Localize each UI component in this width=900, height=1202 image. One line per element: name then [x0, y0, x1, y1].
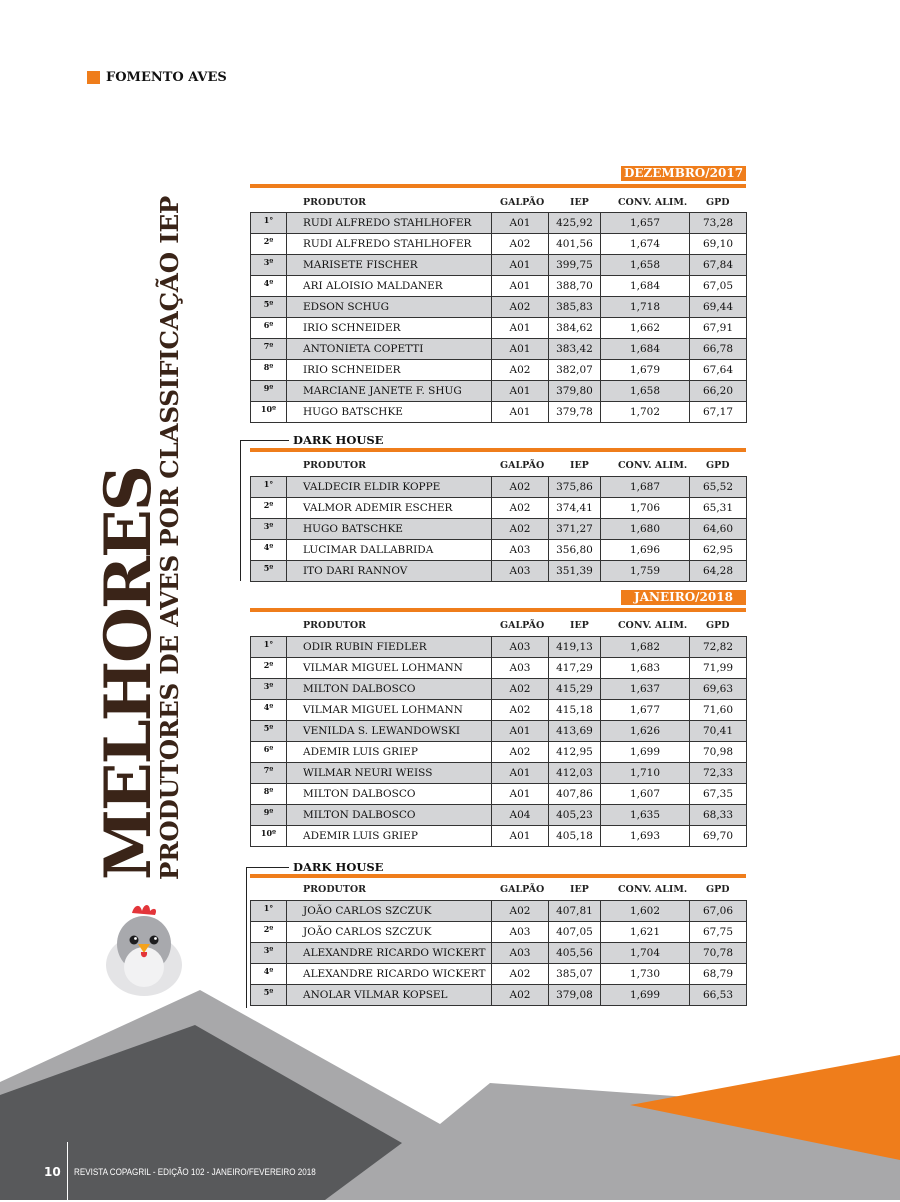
conv-alim-cell: 1,687	[601, 477, 690, 498]
gpd-cell: 64,28	[690, 561, 747, 582]
galpao-cell: A04	[492, 805, 549, 826]
gpd-cell: 67,64	[690, 360, 747, 381]
table-row	[251, 964, 747, 985]
iep-cell: 351,39	[549, 561, 601, 582]
produtor-cell: ALEXANDRE RICARDO WICKERT	[287, 943, 492, 964]
header-galpao: GALPÃO	[500, 460, 545, 471]
header-iep: IEP	[570, 620, 589, 631]
galpao-cell: A02	[492, 964, 549, 985]
table-row	[251, 402, 747, 423]
rank-cell: 1°	[251, 901, 287, 922]
table-row	[251, 679, 747, 700]
conv-alim-cell: 1,759	[601, 561, 690, 582]
header-conv: CONV. ALIM.	[618, 460, 688, 471]
page-number: 10	[44, 1165, 61, 1179]
gpd-cell: 71,60	[690, 700, 747, 721]
conv-alim-cell: 1,710	[601, 763, 690, 784]
iep-cell: 384,62	[549, 318, 601, 339]
table-row	[251, 498, 747, 519]
header-conv: CONV. ALIM.	[618, 620, 688, 631]
galpao-cell: A01	[492, 213, 549, 234]
footer-separator	[67, 1142, 68, 1202]
conv-alim-cell: 1,635	[601, 805, 690, 826]
divider-janeiro	[250, 608, 746, 612]
galpao-cell: A01	[492, 402, 549, 423]
gpd-cell: 66,20	[690, 381, 747, 402]
produtor-cell: MARCIANE JANETE F. SHUG	[287, 381, 492, 402]
gpd-cell: 67,35	[690, 784, 747, 805]
divider-dark-dezembro	[250, 448, 746, 452]
produtor-cell: VALMOR ADEMIR ESCHER	[287, 498, 492, 519]
table-row	[251, 255, 747, 276]
iep-cell: 405,18	[549, 826, 601, 847]
iep-cell: 419,13	[549, 637, 601, 658]
iep-cell: 379,80	[549, 381, 601, 402]
iep-cell: 407,86	[549, 784, 601, 805]
orange-square-icon	[87, 71, 100, 84]
gpd-cell: 70,78	[690, 943, 747, 964]
galpao-cell: A01	[492, 276, 549, 297]
iep-cell: 405,23	[549, 805, 601, 826]
iep-cell: 412,95	[549, 742, 601, 763]
gpd-cell: 62,95	[690, 540, 747, 561]
month-label-janeiro: JANEIRO/2018	[621, 590, 746, 605]
produtor-cell: VILMAR MIGUEL LOHMANN	[287, 700, 492, 721]
iep-cell: 383,42	[549, 339, 601, 360]
footer-text: REVISTA COPAGRIL - EDIÇÃO 102 - JANEIRO/FEVEREIRO 2018	[73, 1166, 316, 1178]
galpao-cell: A03	[492, 540, 549, 561]
header-iep: IEP	[570, 197, 589, 208]
galpao-cell: A03	[492, 637, 549, 658]
header-iep: IEP	[570, 884, 589, 895]
iep-cell: 379,08	[549, 985, 601, 1006]
conv-alim-cell: 1,684	[601, 276, 690, 297]
conv-alim-cell: 1,684	[601, 339, 690, 360]
table-row	[251, 637, 747, 658]
divider-dark-janeiro	[250, 874, 746, 878]
rank-cell: 4º	[251, 276, 287, 297]
rows-dark-dezembro	[251, 477, 747, 582]
divider-dezembro	[250, 184, 746, 188]
conv-alim-cell: 1,706	[601, 498, 690, 519]
table-header-dark-janeiro	[250, 883, 746, 897]
produtor-cell: WILMAR NEURI WEISS	[287, 763, 492, 784]
table-row	[251, 784, 747, 805]
conv-alim-cell: 1,602	[601, 901, 690, 922]
gpd-cell: 69,70	[690, 826, 747, 847]
rank-cell: 4º	[251, 964, 287, 985]
produtor-cell: ADEMIR LUIS GRIEP	[287, 742, 492, 763]
rank-cell: 2º	[251, 234, 287, 255]
rank-cell: 3º	[251, 943, 287, 964]
rank-cell: 6º	[251, 742, 287, 763]
iep-cell: 407,81	[549, 901, 601, 922]
table-header-dark-dezembro	[250, 459, 746, 473]
gpd-cell: 67,84	[690, 255, 747, 276]
table-row	[251, 943, 747, 964]
header-produtor: PRODUTOR	[303, 620, 367, 631]
iep-cell: 407,05	[549, 922, 601, 943]
iep-cell: 399,75	[549, 255, 601, 276]
iep-cell: 405,56	[549, 943, 601, 964]
rank-cell: 5º	[251, 297, 287, 318]
galpao-cell: A02	[492, 742, 549, 763]
dark-house-label-janeiro: DARK HOUSE	[293, 860, 384, 874]
iep-cell: 382,07	[549, 360, 601, 381]
galpao-cell: A02	[492, 360, 549, 381]
rank-cell: 3º	[251, 519, 287, 540]
rows-dark-janeiro	[251, 901, 747, 1006]
galpao-cell: A01	[492, 339, 549, 360]
rank-cell: 7º	[251, 339, 287, 360]
iep-cell: 412,03	[549, 763, 601, 784]
galpao-cell: A01	[492, 721, 549, 742]
produtor-cell: HUGO BATSCHKE	[287, 402, 492, 423]
rows-janeiro	[251, 637, 747, 847]
galpao-cell: A02	[492, 700, 549, 721]
table-row	[251, 339, 747, 360]
produtor-cell: ODIR RUBIN FIEDLER	[287, 637, 492, 658]
iep-cell: 415,29	[549, 679, 601, 700]
produtor-cell: IRIO SCHNEIDER	[287, 360, 492, 381]
produtor-cell: MILTON DALBOSCO	[287, 805, 492, 826]
header-produtor: PRODUTOR	[303, 197, 367, 208]
ranking-table-dark-dezembro	[250, 476, 747, 582]
conv-alim-cell: 1,683	[601, 658, 690, 679]
table-row	[251, 360, 747, 381]
rank-cell: 5º	[251, 721, 287, 742]
table-row	[251, 297, 747, 318]
table-row	[251, 658, 747, 679]
gpd-cell: 67,05	[690, 276, 747, 297]
conv-alim-cell: 1,702	[601, 402, 690, 423]
conv-alim-cell: 1,679	[601, 360, 690, 381]
produtor-cell: VENILDA S. LEWANDOWSKI	[287, 721, 492, 742]
produtor-cell: MILTON DALBOSCO	[287, 679, 492, 700]
ranking-table-janeiro	[250, 636, 747, 847]
galpao-cell: A02	[492, 498, 549, 519]
rank-cell: 4º	[251, 540, 287, 561]
rank-cell: 5º	[251, 561, 287, 582]
rank-cell: 1°	[251, 213, 287, 234]
galpao-cell: A02	[492, 901, 549, 922]
dark-house-label-dezembro: DARK HOUSE	[293, 433, 384, 447]
iep-cell: 401,56	[549, 234, 601, 255]
galpao-cell: A02	[492, 234, 549, 255]
produtor-cell: ITO DARI RANNOV	[287, 561, 492, 582]
rank-cell: 2º	[251, 498, 287, 519]
header-gpd: GPD	[706, 460, 730, 471]
iep-cell: 415,18	[549, 700, 601, 721]
gpd-cell: 70,41	[690, 721, 747, 742]
table-row	[251, 381, 747, 402]
table-row	[251, 805, 747, 826]
rank-cell: 2º	[251, 658, 287, 679]
table-row	[251, 477, 747, 498]
rank-cell: 3º	[251, 255, 287, 276]
iep-cell: 371,27	[549, 519, 601, 540]
vertical-title	[91, 195, 184, 880]
table-row	[251, 721, 747, 742]
gpd-cell: 65,52	[690, 477, 747, 498]
gpd-cell: 69,10	[690, 234, 747, 255]
table-header-janeiro	[250, 619, 746, 633]
header-iep: IEP	[570, 460, 589, 471]
iep-cell: 417,29	[549, 658, 601, 679]
conv-alim-cell: 1,682	[601, 637, 690, 658]
galpao-cell: A01	[492, 381, 549, 402]
table-row	[251, 742, 747, 763]
iep-cell: 375,86	[549, 477, 601, 498]
gpd-cell: 68,33	[690, 805, 747, 826]
table-row	[251, 318, 747, 339]
produtor-cell: IRIO SCHNEIDER	[287, 318, 492, 339]
table-row	[251, 234, 747, 255]
iep-cell: 356,80	[549, 540, 601, 561]
conv-alim-cell: 1,621	[601, 922, 690, 943]
galpao-cell: A01	[492, 763, 549, 784]
galpao-cell: A01	[492, 826, 549, 847]
header-gpd: GPD	[706, 884, 730, 895]
rank-cell: 10º	[251, 402, 287, 423]
gpd-cell: 70,98	[690, 742, 747, 763]
produtor-cell: MARISETE FISCHER	[287, 255, 492, 276]
rank-cell: 2º	[251, 922, 287, 943]
gpd-cell: 69,44	[690, 297, 747, 318]
header-produtor: PRODUTOR	[303, 460, 367, 471]
gpd-cell: 72,33	[690, 763, 747, 784]
iep-cell: 388,70	[549, 276, 601, 297]
header-produtor: PRODUTOR	[303, 884, 367, 895]
rank-cell: 7º	[251, 763, 287, 784]
conv-alim-cell: 1,680	[601, 519, 690, 540]
gpd-cell: 65,31	[690, 498, 747, 519]
iep-cell: 413,69	[549, 721, 601, 742]
header-gpd: GPD	[706, 197, 730, 208]
rank-cell: 9º	[251, 805, 287, 826]
iep-cell: 425,92	[549, 213, 601, 234]
table-row	[251, 540, 747, 561]
galpao-cell: A02	[492, 679, 549, 700]
table-row	[251, 213, 747, 234]
produtor-cell: VALDECIR ELDIR KOPPE	[287, 477, 492, 498]
galpao-cell: A03	[492, 943, 549, 964]
galpao-cell: A01	[492, 784, 549, 805]
header-conv: CONV. ALIM.	[618, 197, 688, 208]
gpd-cell: 71,99	[690, 658, 747, 679]
gpd-cell: 67,06	[690, 901, 747, 922]
galpao-cell: A02	[492, 519, 549, 540]
conv-alim-cell: 1,704	[601, 943, 690, 964]
table-header-dezembro	[250, 196, 746, 210]
page-footer	[44, 1142, 358, 1202]
table-row	[251, 700, 747, 721]
gpd-cell: 67,91	[690, 318, 747, 339]
produtor-cell: EDSON SCHUG	[287, 297, 492, 318]
galpao-cell: A02	[492, 477, 549, 498]
table-row	[251, 276, 747, 297]
rank-cell: 4º	[251, 700, 287, 721]
produtor-cell: ALEXANDRE RICARDO WICKERT	[287, 964, 492, 985]
month-label-dezembro: DEZEMBRO/2017	[621, 166, 746, 181]
table-row	[251, 519, 747, 540]
title-big: MELHORES	[91, 466, 166, 880]
rank-cell: 9º	[251, 381, 287, 402]
conv-alim-cell: 1,693	[601, 826, 690, 847]
rank-cell: 1°	[251, 477, 287, 498]
gpd-cell: 73,28	[690, 213, 747, 234]
gpd-cell: 64,60	[690, 519, 747, 540]
gpd-cell: 67,75	[690, 922, 747, 943]
ranking-table-dezembro	[250, 212, 747, 423]
galpao-cell: A02	[492, 297, 549, 318]
section-tag	[87, 70, 227, 85]
produtor-cell: JOÃO CARLOS SZCZUK	[287, 901, 492, 922]
produtor-cell: LUCIMAR DALLABRIDA	[287, 540, 492, 561]
table-row	[251, 561, 747, 582]
produtor-cell: RUDI ALFREDO STAHLHOFER	[287, 234, 492, 255]
conv-alim-cell: 1,718	[601, 297, 690, 318]
iep-cell: 385,07	[549, 964, 601, 985]
produtor-cell: ANOLAR VILMAR KOPSEL	[287, 985, 492, 1006]
produtor-cell: RUDI ALFREDO STAHLHOFER	[287, 213, 492, 234]
rows-dezembro	[251, 213, 747, 423]
conv-alim-cell: 1,674	[601, 234, 690, 255]
table-row	[251, 826, 747, 847]
conv-alim-cell: 1,658	[601, 255, 690, 276]
table-row	[251, 985, 747, 1006]
rank-cell: 8º	[251, 360, 287, 381]
conv-alim-cell: 1,626	[601, 721, 690, 742]
header-conv: CONV. ALIM.	[618, 884, 688, 895]
conv-alim-cell: 1,607	[601, 784, 690, 805]
iep-cell: 385,83	[549, 297, 601, 318]
gpd-cell: 68,79	[690, 964, 747, 985]
header-galpao: GALPÃO	[500, 197, 545, 208]
section-tag-label: FOMENTO AVES	[106, 70, 227, 85]
conv-alim-cell: 1,662	[601, 318, 690, 339]
title-sub: PRODUTORES DE AVES POR CLASSIFICAÇÃO IEP	[155, 195, 184, 880]
produtor-cell: ADEMIR LUIS GRIEP	[287, 826, 492, 847]
conv-alim-cell: 1,696	[601, 540, 690, 561]
conv-alim-cell: 1,637	[601, 679, 690, 700]
produtor-cell: ANTONIETA COPETTI	[287, 339, 492, 360]
iep-cell: 379,78	[549, 402, 601, 423]
produtor-cell: HUGO BATSCHKE	[287, 519, 492, 540]
galpao-cell: A02	[492, 985, 549, 1006]
galpao-cell: A03	[492, 561, 549, 582]
header-gpd: GPD	[706, 620, 730, 631]
iep-cell: 374,41	[549, 498, 601, 519]
conv-alim-cell: 1,658	[601, 381, 690, 402]
galpao-cell: A03	[492, 658, 549, 679]
table-row	[251, 922, 747, 943]
header-galpao: GALPÃO	[500, 620, 545, 631]
conv-alim-cell: 1,699	[601, 742, 690, 763]
rank-cell: 5º	[251, 985, 287, 1006]
conv-alim-cell: 1,730	[601, 964, 690, 985]
gpd-cell: 72,82	[690, 637, 747, 658]
produtor-cell: ARI ALOISIO MALDANER	[287, 276, 492, 297]
rank-cell: 10º	[251, 826, 287, 847]
produtor-cell: MILTON DALBOSCO	[287, 784, 492, 805]
produtor-cell: JOÃO CARLOS SZCZUK	[287, 922, 492, 943]
gpd-cell: 69,63	[690, 679, 747, 700]
galpao-cell: A03	[492, 922, 549, 943]
galpao-cell: A01	[492, 318, 549, 339]
table-row	[251, 763, 747, 784]
gpd-cell: 67,17	[690, 402, 747, 423]
header-galpao: GALPÃO	[500, 884, 545, 895]
gpd-cell: 66,78	[690, 339, 747, 360]
conv-alim-cell: 1,677	[601, 700, 690, 721]
conv-alim-cell: 1,657	[601, 213, 690, 234]
produtor-cell: VILMAR MIGUEL LOHMANN	[287, 658, 492, 679]
rank-cell: 1°	[251, 637, 287, 658]
conv-alim-cell: 1,699	[601, 985, 690, 1006]
gpd-cell: 66,53	[690, 985, 747, 1006]
rank-cell: 3º	[251, 679, 287, 700]
rank-cell: 6º	[251, 318, 287, 339]
galpao-cell: A01	[492, 255, 549, 276]
table-row	[251, 901, 747, 922]
hen-icon	[104, 897, 184, 997]
rank-cell: 8º	[251, 784, 287, 805]
ranking-table-dark-janeiro	[250, 900, 747, 1006]
